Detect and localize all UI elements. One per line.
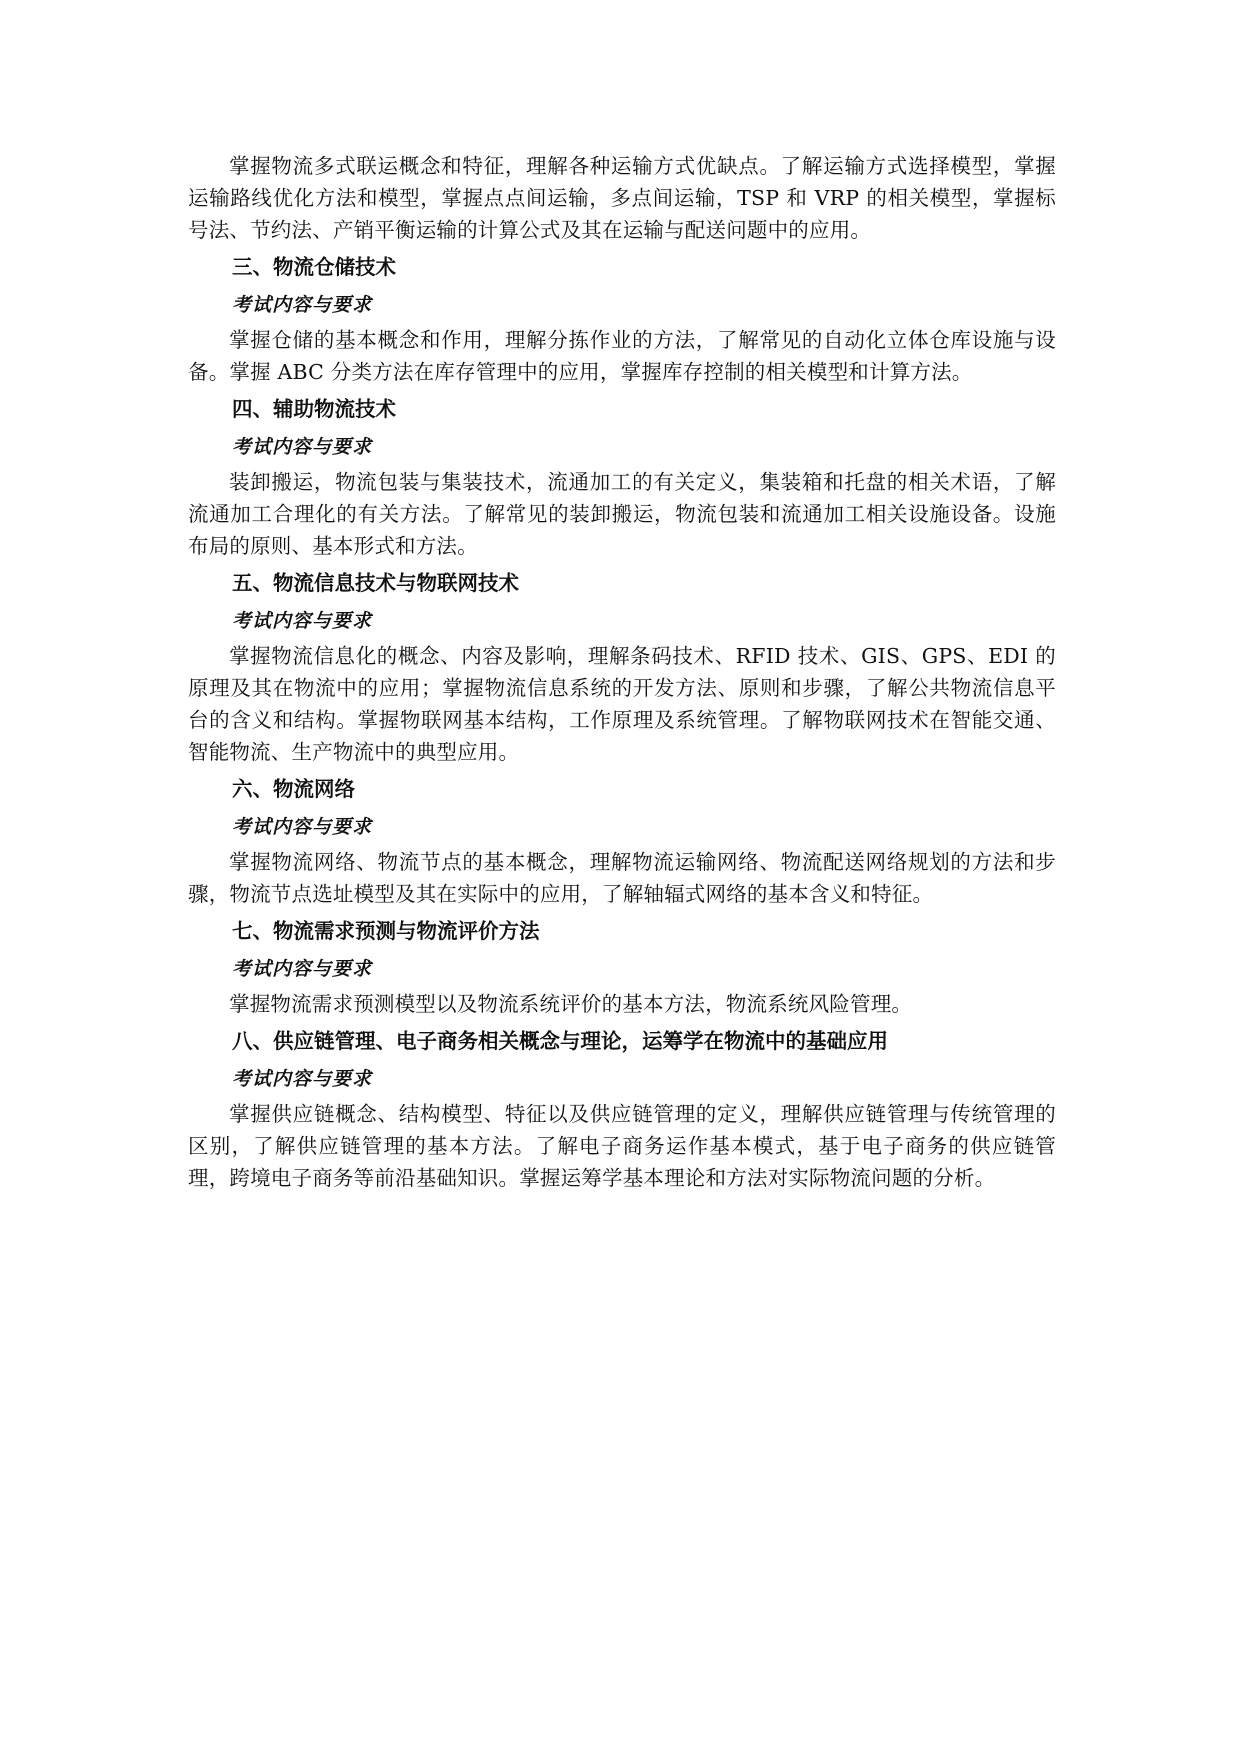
section-subheading: 考试内容与要求	[232, 294, 373, 316]
section-warehousing	[188, 248, 1056, 388]
section-body: 掌握物流需求预测模型以及物流系统评价的基本方法，物流系统风险管理。	[229, 992, 913, 1016]
section-subheading: 考试内容与要求	[232, 958, 373, 980]
section-heading: 七、物流需求预测与物流评价方法	[232, 919, 540, 943]
document-page	[188, 150, 1056, 1194]
section-subheading: 考试内容与要求	[232, 436, 373, 458]
section-body: 掌握物流信息化的概念、内容及影响，理解条码技术、RFID 技术、GIS、GPS、EDI 的原理及其在物流中的应用；掌握物流信息系统的开发方法、原则和步骤，了解公共物流信息平台的含义和结构。掌握物联网基本结构，工作原理及系统管理。了解物联网技术在智能交通、智能物流、生产物流中的典型应用。	[188, 644, 1056, 764]
intro-paragraph: 掌握物流多式联运概念和特征，理解各种运输方式优缺点。了解运输方式选择模型，掌握运输路线优化方法和模型，掌握点点间运输，多点间运输，TSP 和 VRP 的相关模型，掌握标号法、节约法、产销平衡运输的计算公式及其在运输与配送问题中的应用。	[188, 154, 1056, 242]
section-heading: 三、物流仓储技术	[232, 255, 396, 279]
section-demand-forecast	[188, 912, 1056, 1020]
section-heading: 五、物流信息技术与物联网技术	[232, 571, 519, 595]
section-body: 装卸搬运，物流包装与集装技术，流通加工的有关定义，集装箱和托盘的相关术语，了解流通加工合理化的有关方法。了解常见的装卸搬运，物流包装和流通加工相关设施设备。设施布局的原则、基本形式和方法。	[188, 470, 1056, 558]
section-auxiliary-logistics	[188, 390, 1056, 562]
section-heading: 六、物流网络	[232, 777, 355, 801]
section-heading: 八、供应链管理、电子商务相关概念与理论，运筹学在物流中的基础应用	[232, 1029, 888, 1053]
section-body: 掌握物流网络、物流节点的基本概念，理解物流运输网络、物流配送网络规划的方法和步骤，物流节点选址模型及其在实际中的应用，了解轴辐式网络的基本含义和特征。	[188, 850, 1056, 906]
section-body: 掌握供应链概念、结构模型、特征以及供应链管理的定义，理解供应链管理与传统管理的区别，了解供应链管理的基本方法。了解电子商务运作基本模式，基于电子商务的供应链管理，跨境电子商务等前沿基础知识。掌握运筹学基本理论和方法对实际物流问题的分析。	[188, 1102, 1056, 1190]
section-body: 掌握仓储的基本概念和作用，理解分拣作业的方法，了解常见的自动化立体仓库设施与设备。掌握 ABC 分类方法在库存管理中的应用，掌握库存控制的相关模型和计算方法。	[188, 328, 1056, 384]
section-heading: 四、辅助物流技术	[232, 397, 396, 421]
section-supply-chain	[188, 1022, 1056, 1194]
section-subheading: 考试内容与要求	[232, 1068, 373, 1090]
section-logistics-network	[188, 770, 1056, 910]
section-subheading: 考试内容与要求	[232, 816, 373, 838]
section-information-iot	[188, 564, 1056, 768]
section-subheading: 考试内容与要求	[232, 610, 373, 632]
